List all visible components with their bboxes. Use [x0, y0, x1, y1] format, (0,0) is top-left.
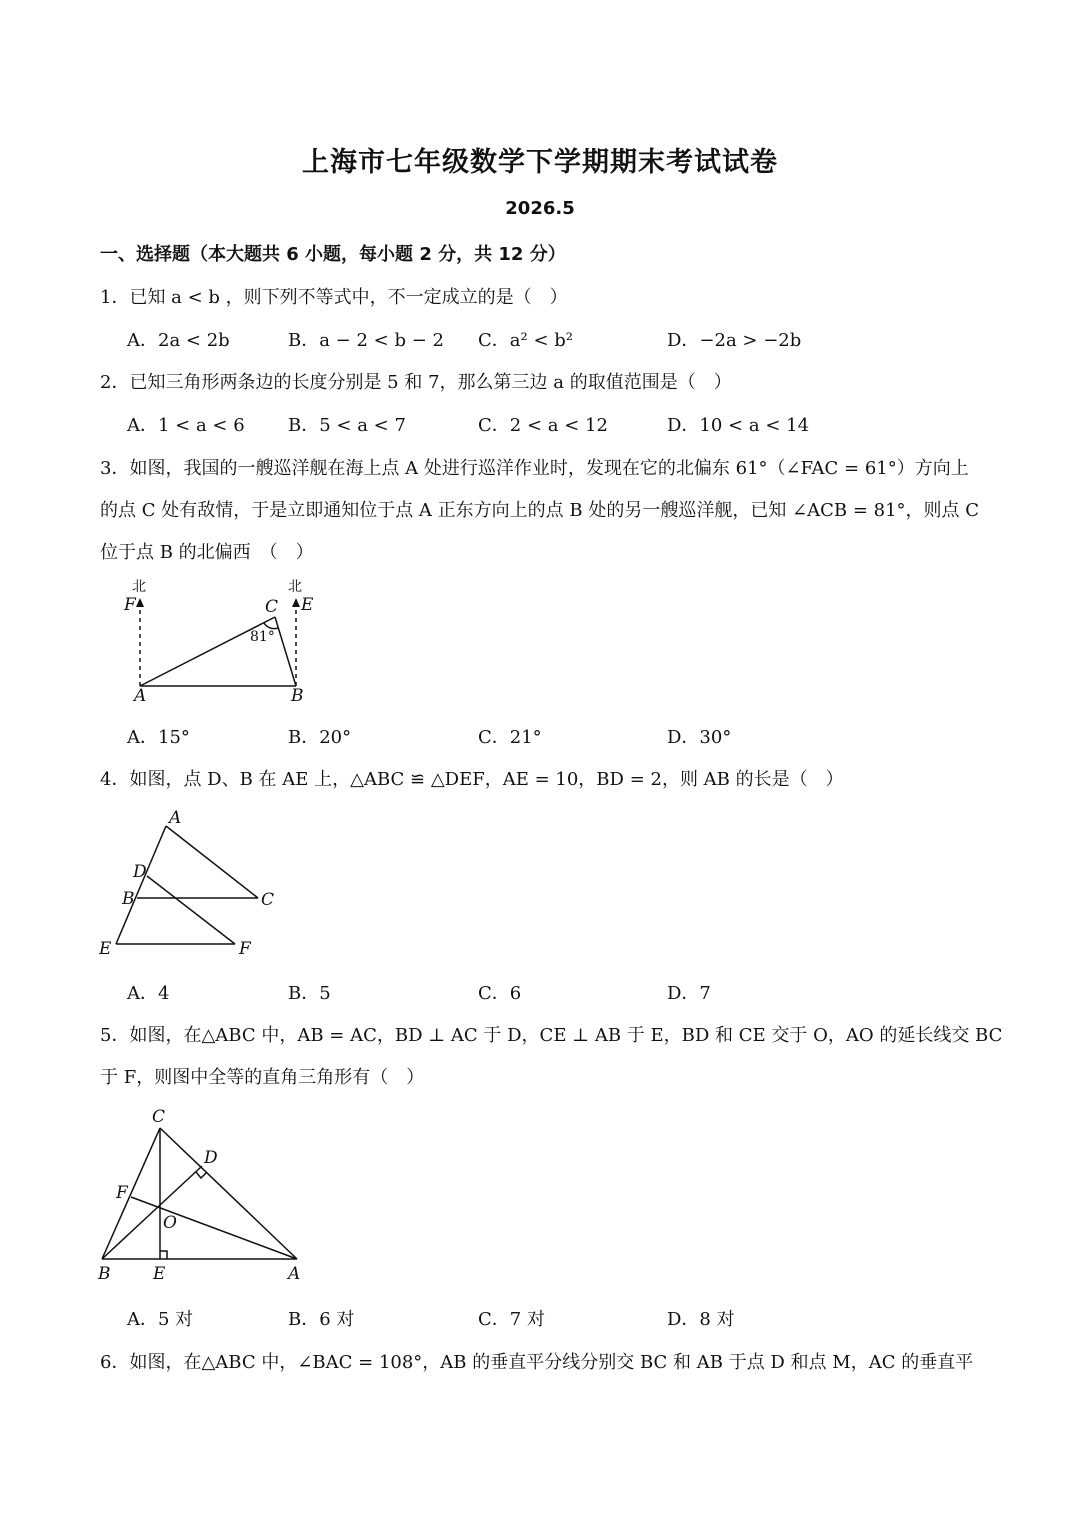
q5-label-b: B — [98, 1264, 111, 1284]
q4-option-b: B．5 — [288, 983, 331, 1004]
question-2-text: 2．已知三角形两条边的长度分别是 5 和 7，那么第三边 a 的取值范围是（ ） — [100, 372, 732, 393]
q3-label-f: F — [124, 595, 136, 615]
question-1-text: 1．已知 a < b ，则下列不等式中，不一定成立的是（ ） — [100, 287, 568, 308]
q4-label-d: D — [133, 862, 147, 882]
q3-north-label-left: 北 — [132, 579, 146, 595]
question-4-text: 4．如图，点 D、B 在 AE 上，△ABC ≌ △DEF，AE = 10，BD = 2，则 AB 的长是（ ） — [100, 769, 844, 790]
q3-option-c: C．21° — [478, 727, 542, 748]
q5-label-c: C — [152, 1107, 166, 1127]
q5-right-angle-d — [196, 1172, 207, 1178]
q5-label-f: F — [116, 1183, 128, 1203]
q5-segment-af — [131, 1197, 297, 1259]
q5-label-o: O — [163, 1213, 177, 1233]
q2-option-c: C．2 < a < 12 — [478, 415, 608, 436]
q4-label-a: A — [169, 808, 182, 828]
q1-option-a: A．2a < 2b — [127, 330, 230, 351]
q5-label-a: A — [288, 1264, 301, 1284]
q5-segment-ca — [160, 1128, 297, 1259]
q5-option-c: C．7 对 — [478, 1309, 545, 1330]
exam-title: 上海市七年级数学下学期期末考试试卷 — [302, 147, 778, 178]
q3-option-d: D．30° — [667, 727, 732, 748]
q3-option-a: A．15° — [127, 727, 190, 748]
question-6-text: 6．如图，在△ABC 中，∠BAC = 108°，AB 的垂直平分线分别交 BC 和 AB 于点 D 和点 M，AC 的垂直平 — [100, 1352, 974, 1373]
question-5-line-2: 于 F，则图中全等的直角三角形有（ ） — [100, 1067, 425, 1088]
q3-label-b: B — [291, 686, 304, 706]
q4-option-a: A．4 — [127, 983, 170, 1004]
q3-label-c: C — [265, 597, 279, 617]
q5-label-d: D — [204, 1148, 218, 1168]
q4-label-e: E — [99, 939, 112, 959]
q5-option-d: D．8 对 — [667, 1309, 735, 1330]
q5-segment-bc — [102, 1128, 160, 1259]
question-5-line-1: 5．如图，在△ABC 中，AB = AC，BD ⊥ AC 于 D，CE ⊥ AB 于 E，BD 和 CE 交于 O，AO 的延长线交 BC — [100, 1025, 1003, 1046]
q5-option-b: B．6 对 — [288, 1309, 355, 1330]
q5-segment-bd — [102, 1166, 202, 1259]
q3-option-b: B．20° — [288, 727, 352, 748]
question-3-line-2: 的点 C 处有敌情，于是立即通知位于点 A 正东方向上的点 B 处的另一艘巡洋舰，已知 ∠ACB = 81°，则点 C — [100, 500, 980, 521]
q2-option-b: B．5 < a < 7 — [288, 415, 406, 436]
q3-label-e: E — [301, 595, 314, 615]
q3-label-a: A — [134, 686, 147, 706]
section-heading: 一、选择题（本大题共 6 小题，每小题 2 分，共 12 分） — [100, 244, 566, 265]
q5-right-angle-e — [160, 1251, 167, 1259]
q3-north-label-right: 北 — [288, 579, 302, 595]
question-3-line-3: 位于点 B 的北偏西 （ ） — [100, 542, 314, 563]
exam-date: 2026.5 — [505, 198, 575, 219]
question-3-line-1: 3．如图，我国的一艘巡洋舰在海上点 A 处进行巡洋作业时，发现在它的北偏东 61°（∠FAC = 61°）方向上 — [100, 458, 969, 479]
q5-option-a: A．5 对 — [127, 1309, 194, 1330]
q2-option-a: A．1 < a < 6 — [127, 415, 245, 436]
q1-option-d: D．−2a > −2b — [667, 330, 802, 351]
q4-option-d: D．7 — [667, 983, 711, 1004]
q4-label-b: B — [122, 889, 135, 909]
q1-option-b: B．a − 2 < b − 2 — [288, 330, 444, 351]
q5-label-e: E — [153, 1264, 166, 1284]
q4-option-c: C．6 — [478, 983, 522, 1004]
q1-option-c: C．a² < b² — [478, 330, 573, 351]
q2-option-d: D．10 < a < 14 — [667, 415, 810, 436]
q3-angle-label: 81° — [250, 629, 275, 645]
q4-label-c: C — [261, 890, 275, 910]
q4-label-f: F — [239, 939, 251, 959]
